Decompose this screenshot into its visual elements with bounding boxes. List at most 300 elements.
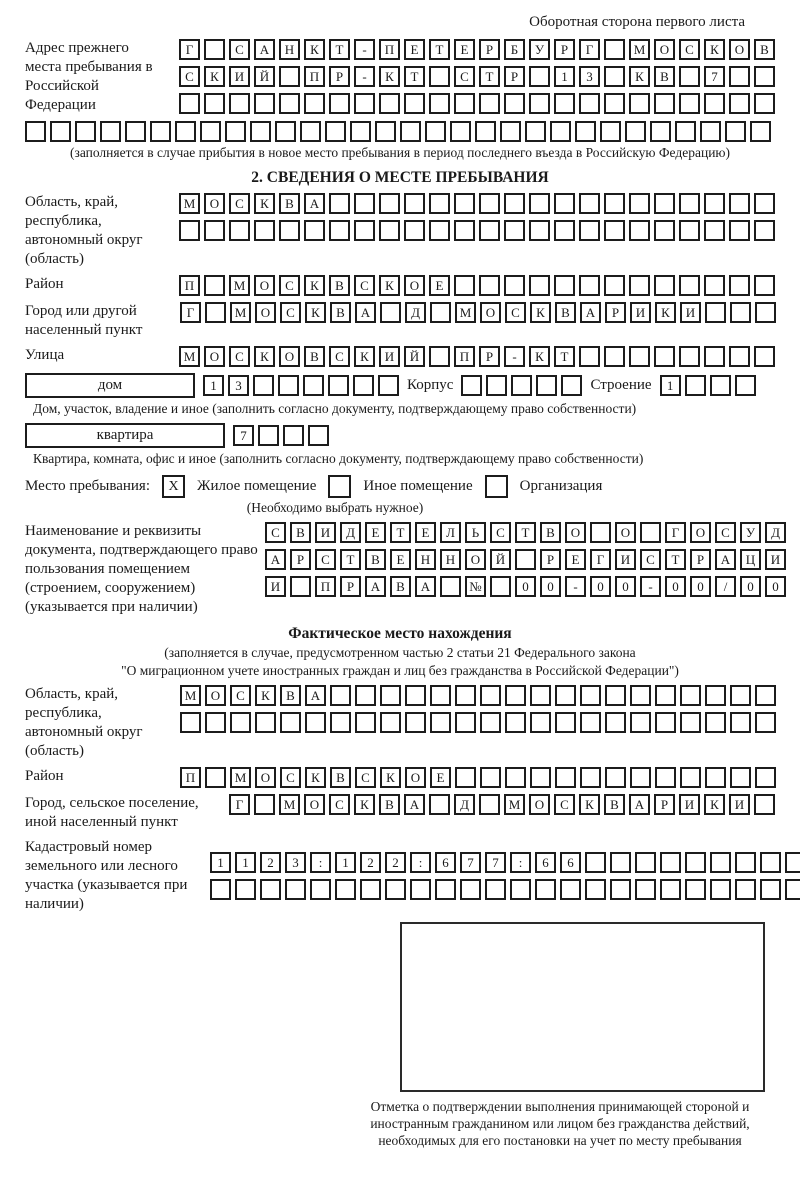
char-cell[interactable]	[680, 767, 701, 788]
char-cell[interactable]: А	[265, 549, 286, 570]
char-cell[interactable]	[230, 712, 251, 733]
char-cell[interactable]: Ц	[740, 549, 761, 570]
char-cell[interactable]	[460, 879, 481, 900]
char-cell[interactable]: 0	[765, 576, 786, 597]
char-cell[interactable]: 7	[704, 66, 725, 87]
char-cell[interactable]	[729, 346, 750, 367]
char-cell[interactable]	[604, 193, 625, 214]
char-cell[interactable]: Е	[454, 39, 475, 60]
char-cell[interactable]	[660, 852, 681, 873]
char-cell[interactable]: И	[379, 346, 400, 367]
char-cell[interactable]: Й	[254, 66, 275, 87]
char-cell[interactable]	[704, 93, 725, 114]
char-cell[interactable]	[254, 794, 275, 815]
char-cell[interactable]	[254, 93, 275, 114]
char-cell[interactable]	[353, 375, 374, 396]
char-cell[interactable]: К	[304, 275, 325, 296]
char-cell[interactable]: О	[465, 549, 486, 570]
char-cell[interactable]: Р	[479, 39, 500, 60]
char-cell[interactable]: :	[510, 852, 531, 873]
char-cell[interactable]: М	[230, 767, 251, 788]
char-cell[interactable]	[604, 39, 625, 60]
char-cell[interactable]: Р	[654, 794, 675, 815]
char-cell[interactable]: 1	[660, 375, 681, 396]
char-cell[interactable]	[580, 685, 601, 706]
char-cell[interactable]	[629, 93, 650, 114]
char-cell[interactable]	[404, 220, 425, 241]
char-cell[interactable]	[304, 220, 325, 241]
char-cell[interactable]: В	[290, 522, 311, 543]
char-cell[interactable]	[760, 879, 781, 900]
char-cell[interactable]	[625, 121, 646, 142]
char-cell[interactable]: О	[205, 685, 226, 706]
char-cell[interactable]	[429, 93, 450, 114]
char-cell[interactable]	[50, 121, 71, 142]
char-cell[interactable]	[679, 220, 700, 241]
char-cell[interactable]: А	[580, 302, 601, 323]
char-cell[interactable]	[330, 685, 351, 706]
char-cell[interactable]	[504, 220, 525, 241]
char-cell[interactable]: С	[230, 685, 251, 706]
char-cell[interactable]: :	[410, 852, 431, 873]
char-cell[interactable]	[100, 121, 121, 142]
char-cell[interactable]: К	[354, 794, 375, 815]
confirmation-stamp-box[interactable]	[400, 922, 765, 1092]
char-cell[interactable]: Р	[690, 549, 711, 570]
char-cell[interactable]: 7	[233, 425, 254, 446]
char-cell[interactable]	[310, 879, 331, 900]
char-cell[interactable]	[429, 193, 450, 214]
char-cell[interactable]	[405, 685, 426, 706]
char-cell[interactable]	[429, 66, 450, 87]
char-cell[interactable]	[454, 193, 475, 214]
char-cell[interactable]	[204, 220, 225, 241]
char-cell[interactable]	[75, 121, 96, 142]
char-cell[interactable]	[729, 275, 750, 296]
char-cell[interactable]	[325, 121, 346, 142]
char-cell[interactable]: В	[555, 302, 576, 323]
char-cell[interactable]	[205, 302, 226, 323]
char-cell[interactable]: Г	[179, 39, 200, 60]
char-cell[interactable]	[205, 712, 226, 733]
char-cell[interactable]: -	[565, 576, 586, 597]
char-cell[interactable]: Г	[590, 549, 611, 570]
char-cell[interactable]	[175, 121, 196, 142]
char-cell[interactable]: А	[305, 685, 326, 706]
char-cell[interactable]: Г	[229, 794, 250, 815]
char-cell[interactable]	[554, 193, 575, 214]
char-cell[interactable]: В	[280, 685, 301, 706]
char-cell[interactable]	[655, 712, 676, 733]
char-cell[interactable]: М	[455, 302, 476, 323]
char-cell[interactable]	[430, 712, 451, 733]
char-cell[interactable]: 0	[590, 576, 611, 597]
char-cell[interactable]	[404, 193, 425, 214]
char-cell[interactable]: А	[715, 549, 736, 570]
char-cell[interactable]: 1	[335, 852, 356, 873]
char-cell[interactable]: У	[740, 522, 761, 543]
char-cell[interactable]	[404, 93, 425, 114]
char-cell[interactable]: Т	[429, 39, 450, 60]
char-cell[interactable]: С	[229, 39, 250, 60]
char-cell[interactable]: 2	[260, 852, 281, 873]
char-cell[interactable]: У	[529, 39, 550, 60]
char-cell[interactable]: В	[304, 346, 325, 367]
char-cell[interactable]	[536, 375, 557, 396]
char-cell[interactable]	[730, 685, 751, 706]
char-cell[interactable]: С	[679, 39, 700, 60]
char-cell[interactable]	[179, 220, 200, 241]
char-cell[interactable]: А	[355, 302, 376, 323]
char-cell[interactable]: Р	[605, 302, 626, 323]
char-cell[interactable]	[629, 220, 650, 241]
char-cell[interactable]: К	[204, 66, 225, 87]
char-cell[interactable]: №	[465, 576, 486, 597]
char-cell[interactable]: К	[305, 767, 326, 788]
char-cell[interactable]	[729, 220, 750, 241]
char-cell[interactable]	[529, 93, 550, 114]
char-cell[interactable]	[750, 121, 771, 142]
char-cell[interactable]	[705, 685, 726, 706]
char-cell[interactable]: О	[405, 767, 426, 788]
char-cell[interactable]	[685, 375, 706, 396]
char-cell[interactable]: Е	[365, 522, 386, 543]
char-cell[interactable]: К	[379, 275, 400, 296]
char-cell[interactable]: 0	[665, 576, 686, 597]
char-cell[interactable]: В	[329, 275, 350, 296]
char-cell[interactable]	[525, 121, 546, 142]
char-cell[interactable]	[604, 220, 625, 241]
char-cell[interactable]	[550, 121, 571, 142]
char-cell[interactable]: Е	[429, 275, 450, 296]
char-cell[interactable]	[229, 220, 250, 241]
char-cell[interactable]	[585, 852, 606, 873]
char-cell[interactable]: С	[329, 794, 350, 815]
char-cell[interactable]	[555, 685, 576, 706]
char-cell[interactable]	[605, 685, 626, 706]
char-cell[interactable]	[450, 121, 471, 142]
char-cell[interactable]	[354, 193, 375, 214]
char-cell[interactable]	[303, 375, 324, 396]
char-cell[interactable]	[430, 685, 451, 706]
char-cell[interactable]: Н	[415, 549, 436, 570]
char-cell[interactable]: /	[715, 576, 736, 597]
char-cell[interactable]	[604, 93, 625, 114]
char-cell[interactable]: П	[180, 767, 201, 788]
char-cell[interactable]	[308, 425, 329, 446]
char-cell[interactable]: С	[354, 275, 375, 296]
char-cell[interactable]	[655, 767, 676, 788]
char-cell[interactable]: Н	[279, 39, 300, 60]
char-cell[interactable]	[258, 425, 279, 446]
char-cell[interactable]	[710, 879, 731, 900]
char-cell[interactable]: 2	[385, 852, 406, 873]
char-cell[interactable]	[754, 66, 775, 87]
char-cell[interactable]	[600, 121, 621, 142]
char-cell[interactable]: 0	[540, 576, 561, 597]
char-cell[interactable]: И	[615, 549, 636, 570]
char-cell[interactable]	[730, 767, 751, 788]
char-cell[interactable]: Т	[340, 549, 361, 570]
char-cell[interactable]	[660, 879, 681, 900]
char-cell[interactable]	[629, 275, 650, 296]
char-cell[interactable]: М	[230, 302, 251, 323]
apartment-type-box[interactable]: квартира	[25, 423, 225, 448]
char-cell[interactable]: 0	[740, 576, 761, 597]
char-cell[interactable]: Р	[329, 66, 350, 87]
char-cell[interactable]	[375, 121, 396, 142]
char-cell[interactable]: К	[704, 794, 725, 815]
house-type-box[interactable]: дом	[25, 373, 195, 398]
char-cell[interactable]: С	[554, 794, 575, 815]
char-cell[interactable]: Т	[665, 549, 686, 570]
char-cell[interactable]	[400, 121, 421, 142]
char-cell[interactable]: О	[690, 522, 711, 543]
char-cell[interactable]	[605, 767, 626, 788]
char-cell[interactable]	[350, 121, 371, 142]
char-cell[interactable]	[635, 852, 656, 873]
char-cell[interactable]: К	[304, 39, 325, 60]
char-cell[interactable]: П	[379, 39, 400, 60]
char-cell[interactable]	[410, 879, 431, 900]
char-cell[interactable]	[554, 275, 575, 296]
char-cell[interactable]	[385, 879, 406, 900]
char-cell[interactable]: Т	[554, 346, 575, 367]
char-cell[interactable]	[685, 852, 706, 873]
char-cell[interactable]	[535, 879, 556, 900]
char-cell[interactable]	[650, 121, 671, 142]
char-cell[interactable]	[329, 220, 350, 241]
char-cell[interactable]: С	[229, 346, 250, 367]
char-cell[interactable]	[560, 879, 581, 900]
char-cell[interactable]	[380, 302, 401, 323]
char-cell[interactable]	[585, 879, 606, 900]
char-cell[interactable]	[704, 346, 725, 367]
char-cell[interactable]	[200, 121, 221, 142]
char-cell[interactable]	[680, 685, 701, 706]
char-cell[interactable]	[455, 767, 476, 788]
char-cell[interactable]	[429, 794, 450, 815]
char-cell[interactable]	[561, 375, 582, 396]
char-cell[interactable]	[604, 66, 625, 87]
char-cell[interactable]: 1	[203, 375, 224, 396]
char-cell[interactable]	[654, 275, 675, 296]
char-cell[interactable]	[253, 375, 274, 396]
char-cell[interactable]: 3	[285, 852, 306, 873]
char-cell[interactable]: Ь	[465, 522, 486, 543]
char-cell[interactable]	[504, 93, 525, 114]
char-cell[interactable]: К	[579, 794, 600, 815]
char-cell[interactable]	[229, 93, 250, 114]
char-cell[interactable]	[305, 712, 326, 733]
char-cell[interactable]	[729, 93, 750, 114]
char-cell[interactable]: В	[604, 794, 625, 815]
char-cell[interactable]	[440, 576, 461, 597]
char-cell[interactable]: О	[279, 346, 300, 367]
char-cell[interactable]	[455, 712, 476, 733]
char-cell[interactable]	[505, 685, 526, 706]
char-cell[interactable]: О	[480, 302, 501, 323]
char-cell[interactable]: В	[379, 794, 400, 815]
char-cell[interactable]	[380, 685, 401, 706]
char-cell[interactable]	[180, 712, 201, 733]
char-cell[interactable]: С	[280, 767, 301, 788]
char-cell[interactable]	[700, 121, 721, 142]
checkbox-residential[interactable]: X	[162, 475, 185, 498]
char-cell[interactable]	[335, 879, 356, 900]
char-cell[interactable]: А	[254, 39, 275, 60]
char-cell[interactable]: С	[715, 522, 736, 543]
char-cell[interactable]	[554, 220, 575, 241]
char-cell[interactable]	[330, 712, 351, 733]
char-cell[interactable]	[379, 93, 400, 114]
char-cell[interactable]	[150, 121, 171, 142]
char-cell[interactable]	[479, 794, 500, 815]
char-cell[interactable]	[505, 712, 526, 733]
char-cell[interactable]: С	[265, 522, 286, 543]
char-cell[interactable]: К	[529, 346, 550, 367]
char-cell[interactable]: В	[540, 522, 561, 543]
char-cell[interactable]: В	[390, 576, 411, 597]
char-cell[interactable]	[529, 275, 550, 296]
char-cell[interactable]: 3	[579, 66, 600, 87]
char-cell[interactable]: А	[629, 794, 650, 815]
char-cell[interactable]: -	[354, 66, 375, 87]
char-cell[interactable]	[555, 712, 576, 733]
char-cell[interactable]: Н	[440, 549, 461, 570]
char-cell[interactable]	[705, 767, 726, 788]
char-cell[interactable]	[605, 712, 626, 733]
char-cell[interactable]: Р	[540, 549, 561, 570]
char-cell[interactable]: 1	[235, 852, 256, 873]
char-cell[interactable]: С	[355, 767, 376, 788]
char-cell[interactable]: С	[279, 275, 300, 296]
char-cell[interactable]: Е	[390, 549, 411, 570]
char-cell[interactable]: А	[415, 576, 436, 597]
char-cell[interactable]	[279, 220, 300, 241]
char-cell[interactable]	[254, 220, 275, 241]
char-cell[interactable]: М	[180, 685, 201, 706]
char-cell[interactable]: Р	[554, 39, 575, 60]
char-cell[interactable]	[430, 302, 451, 323]
char-cell[interactable]: -	[640, 576, 661, 597]
char-cell[interactable]: 0	[615, 576, 636, 597]
char-cell[interactable]	[204, 275, 225, 296]
char-cell[interactable]: Е	[404, 39, 425, 60]
char-cell[interactable]	[278, 375, 299, 396]
char-cell[interactable]: Е	[415, 522, 436, 543]
char-cell[interactable]	[429, 346, 450, 367]
char-cell[interactable]: К	[629, 66, 650, 87]
char-cell[interactable]	[479, 93, 500, 114]
char-cell[interactable]: 7	[485, 852, 506, 873]
char-cell[interactable]: Г	[579, 39, 600, 60]
char-cell[interactable]: И	[265, 576, 286, 597]
char-cell[interactable]	[755, 685, 776, 706]
char-cell[interactable]	[675, 121, 696, 142]
char-cell[interactable]: К	[704, 39, 725, 60]
char-cell[interactable]: В	[754, 39, 775, 60]
char-cell[interactable]	[515, 549, 536, 570]
char-cell[interactable]	[475, 121, 496, 142]
char-cell[interactable]: О	[204, 346, 225, 367]
char-cell[interactable]	[300, 121, 321, 142]
char-cell[interactable]: М	[504, 794, 525, 815]
char-cell[interactable]	[479, 275, 500, 296]
char-cell[interactable]	[204, 93, 225, 114]
char-cell[interactable]: О	[654, 39, 675, 60]
char-cell[interactable]	[705, 712, 726, 733]
char-cell[interactable]: Р	[504, 66, 525, 87]
char-cell[interactable]: Д	[765, 522, 786, 543]
char-cell[interactable]: К	[354, 346, 375, 367]
char-cell[interactable]: Л	[440, 522, 461, 543]
char-cell[interactable]: К	[254, 346, 275, 367]
char-cell[interactable]: М	[629, 39, 650, 60]
char-cell[interactable]	[735, 852, 756, 873]
char-cell[interactable]	[461, 375, 482, 396]
char-cell[interactable]	[735, 879, 756, 900]
char-cell[interactable]	[485, 879, 506, 900]
char-cell[interactable]	[504, 275, 525, 296]
char-cell[interactable]	[679, 193, 700, 214]
char-cell[interactable]	[680, 712, 701, 733]
char-cell[interactable]: С	[454, 66, 475, 87]
char-cell[interactable]	[580, 767, 601, 788]
char-cell[interactable]	[754, 93, 775, 114]
char-cell[interactable]	[255, 712, 276, 733]
char-cell[interactable]: С	[229, 193, 250, 214]
char-cell[interactable]: К	[379, 66, 400, 87]
char-cell[interactable]	[630, 685, 651, 706]
char-cell[interactable]: Г	[180, 302, 201, 323]
char-cell[interactable]: 6	[435, 852, 456, 873]
char-cell[interactable]	[754, 346, 775, 367]
char-cell[interactable]: Р	[340, 576, 361, 597]
char-cell[interactable]	[379, 220, 400, 241]
char-cell[interactable]	[500, 121, 521, 142]
char-cell[interactable]	[579, 275, 600, 296]
char-cell[interactable]: П	[315, 576, 336, 597]
char-cell[interactable]: В	[365, 549, 386, 570]
char-cell[interactable]: И	[315, 522, 336, 543]
char-cell[interactable]: О	[304, 794, 325, 815]
char-cell[interactable]	[379, 193, 400, 214]
char-cell[interactable]: О	[729, 39, 750, 60]
char-cell[interactable]	[280, 712, 301, 733]
char-cell[interactable]: М	[179, 346, 200, 367]
char-cell[interactable]	[730, 302, 751, 323]
char-cell[interactable]: И	[680, 302, 701, 323]
char-cell[interactable]	[785, 879, 800, 900]
char-cell[interactable]	[480, 767, 501, 788]
char-cell[interactable]	[754, 794, 775, 815]
char-cell[interactable]: К	[530, 302, 551, 323]
char-cell[interactable]: С	[315, 549, 336, 570]
char-cell[interactable]: С	[179, 66, 200, 87]
char-cell[interactable]	[429, 220, 450, 241]
char-cell[interactable]: К	[254, 193, 275, 214]
char-cell[interactable]	[355, 712, 376, 733]
checkbox-organization[interactable]	[485, 475, 508, 498]
char-cell[interactable]: П	[304, 66, 325, 87]
char-cell[interactable]	[275, 121, 296, 142]
char-cell[interactable]	[425, 121, 446, 142]
char-cell[interactable]	[480, 685, 501, 706]
char-cell[interactable]	[530, 712, 551, 733]
char-cell[interactable]: Г	[665, 522, 686, 543]
char-cell[interactable]	[710, 852, 731, 873]
